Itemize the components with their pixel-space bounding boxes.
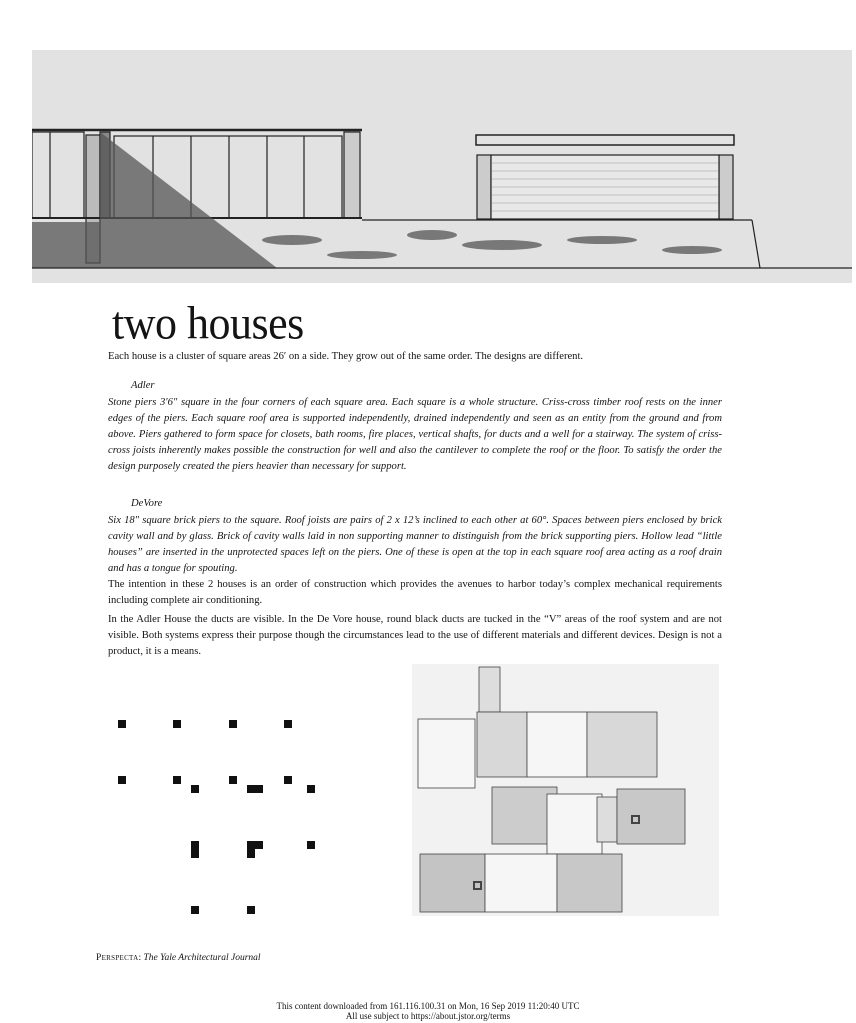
intention-paragraph: The intention in these 2 houses is an order of construction which provides the avenues to harbor today’s complex mechanical requirements including complete air conditioning. <box>108 579 722 606</box>
section-heading-devore: DeVore <box>131 498 163 509</box>
article-title: two houses <box>112 297 304 350</box>
download-notice: This content downloaded from 161.116.100.31 on Mon, 16 Sep 2019 11:20:40 UTC <box>276 1001 580 1011</box>
intro-paragraph: Each house is a cluster of square areas 26′ on a side. They grow out of the same order. The designs are different. <box>108 351 584 362</box>
journal-separator: : <box>138 953 142 963</box>
journal-credit <box>96 953 261 963</box>
section-body-devore: Six 18″ square brick piers to the square. Roof joists are pairs of 2 x 12’s inclined to each other at 60°. Spaces between piers enclosed by brick cavity wall and by glass. Brick of cavity walls laid in non supporting manner to distinguish from the brick supporting piers. Hollow lead “little houses” are inserted in the unprotected spaces left on the piers. One of these is open at the top in each square roof area acting as a roof drain and has a tongue for spouting. <box>108 515 722 574</box>
ducts-paragraph: In the Adler House the ducts are visible. In the De Vore house, round black ducts are tucked in the “V” areas of the roof system and are not visible. Both systems express their purpose though the circumstances lead to the use of different materials and different devices. Design is not a product, it is a means. <box>108 614 722 657</box>
terms-notice: All use subject to https://about.jstor.org/terms <box>345 1011 511 1021</box>
pier-layout-diagram <box>100 700 340 930</box>
elevation-drawing <box>32 50 852 283</box>
floor-plan-drawing <box>412 664 719 916</box>
section-body-adler: Stone piers 3′6″ square in the four corners of each square area. Each square is a whole structure. Criss-cross timber roof rests on the inner edges of the piers. Each square roof area is supported independently, drained independently and seen as an entity from the ground and from above. Piers gathered to form space for closets, bath rooms, fire places, vertical shafts, for ducts and a well for a stairway. The system of criss-cross joists inherently makes possible the construction for well and also the cantilever to complete the roof or the floor. To satisfy the order the design purposely created the piers heavier than necessary for support. <box>108 397 722 472</box>
section-heading-adler: Adler <box>131 380 155 391</box>
journal-subtitle: The Yale Architectural Journal <box>143 953 261 963</box>
journal-name: Perspecta <box>96 953 139 963</box>
